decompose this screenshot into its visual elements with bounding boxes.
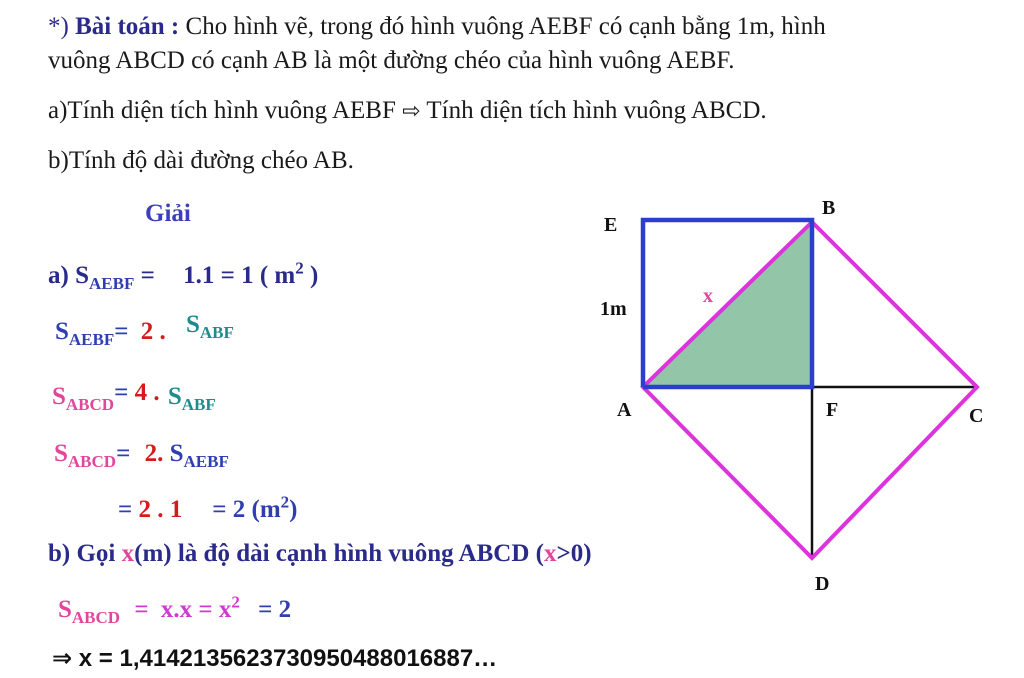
row5-result: = 2 (m — [212, 496, 281, 523]
sub-abf: ABF — [181, 394, 216, 414]
sub-abcd: ABCD — [71, 607, 121, 627]
symbol-s: S — [169, 440, 184, 467]
var-x: x — [121, 540, 135, 567]
row5-close: ) — [289, 496, 298, 523]
label-f: F — [826, 399, 839, 421]
problem-line1-text: Cho hình vẽ, trong đó hình vuông AEBF có cạnh bằng 1m, hình — [179, 13, 826, 40]
sub-aebf: AEBF — [183, 451, 229, 471]
label-d: D — [815, 573, 830, 595]
sub-abcd: ABCD — [67, 451, 117, 471]
equals: = — [134, 596, 149, 623]
problem-prefix: *) — [48, 13, 76, 40]
implies-icon: ⇒ — [52, 645, 73, 672]
row6-exp: 2 — [231, 592, 240, 612]
sub-abf: ABF — [199, 322, 234, 342]
equals: = — [114, 318, 135, 345]
arrow-right-icon: ⇨ — [402, 98, 421, 123]
problem-title: Bài toán : — [75, 13, 180, 40]
symbol-s: S — [58, 596, 72, 623]
problem-part-b: b)Tính độ dài đường chéo AB. — [48, 147, 354, 174]
part-b-end: >0) — [556, 540, 592, 567]
part-b-mid: (m) là độ dài cạnh hình vuông ABCD ( — [134, 540, 544, 567]
symbol-s: S — [54, 440, 68, 467]
symbol-s: S — [52, 383, 66, 410]
symbol-s: S — [167, 383, 182, 410]
row6-expr: x.x = x — [160, 596, 232, 623]
row1-calc: 1.1 = 1 ( m — [183, 262, 296, 289]
equals: = — [134, 262, 162, 289]
row4-coef: 2. — [144, 440, 164, 467]
symbol-s: S — [186, 311, 200, 338]
row5-exp: 2 — [280, 492, 290, 512]
label-b: B — [822, 197, 836, 219]
sub-aebf: AEBF — [68, 329, 115, 349]
equals: = — [118, 496, 139, 523]
sub-abcd: ABCD — [65, 394, 115, 414]
label-x: x — [703, 285, 713, 307]
sub-aebf: AEBF — [88, 273, 135, 293]
solution-heading: Giải — [145, 200, 191, 227]
problem-line-2: vuông ABCD có cạnh AB là một đường chéo của hình vuông AEBF. — [48, 47, 735, 74]
label-side-1m: 1m — [600, 298, 627, 320]
row5-val: 2 . 1 — [138, 496, 183, 523]
row1-exp: 2 — [295, 258, 304, 278]
equals: = — [114, 379, 135, 406]
row6-result: = 2 — [258, 596, 292, 623]
var-x: x — [543, 540, 557, 567]
part-b-prefix: b) Gọi — [48, 540, 122, 567]
part-a-text: a)Tính diện tích hình vuông AEBF — [48, 97, 403, 124]
row1-close: ) — [303, 262, 319, 289]
part-a-text-2: Tính diện tích hình vuông ABCD. — [420, 97, 767, 124]
equals: = — [116, 440, 137, 467]
label-a: A — [617, 399, 632, 421]
row2-coef: 2 . — [140, 318, 166, 345]
label-c: C — [969, 405, 984, 427]
label-e: E — [604, 214, 618, 236]
part-a-label: a) S — [48, 262, 89, 289]
final-value: x = 1,41421356237309504880168​87… — [72, 645, 498, 672]
symbol-s: S — [55, 318, 69, 345]
row3-coef: 4 . — [134, 379, 160, 406]
